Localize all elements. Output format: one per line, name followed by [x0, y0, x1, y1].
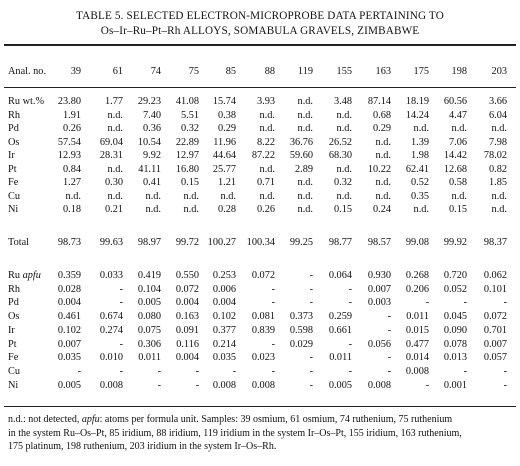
column-header: 88: [264, 66, 275, 77]
table-cell: 0.214: [212, 338, 236, 350]
table-cell: 0.550: [175, 270, 199, 281]
table-cell: 0.072: [483, 311, 507, 323]
table-caption-line-1: TABLE 5. SELECTED ELECTRON-MICROPROBE DATA PERTAINING TO: [76, 10, 444, 22]
table-cell: n.d.: [183, 190, 199, 202]
table-cell: 0.21: [104, 204, 123, 215]
table-cell: n.d.: [220, 190, 236, 202]
table-cell: n.d.: [259, 123, 275, 134]
footnote-nd-term: n.d.: [8, 414, 23, 425]
row-label: Rh: [8, 109, 21, 121]
table-cell: n.d.: [413, 123, 429, 134]
column-header: 119: [297, 66, 313, 77]
row-label: Rh: [8, 283, 21, 295]
table-cell: -: [348, 297, 352, 309]
table-cell: 0.206: [405, 283, 429, 295]
table-cell: 12.97: [175, 150, 199, 161]
table-cell: 4.47: [448, 109, 467, 121]
table-cell: 0.013: [443, 352, 467, 364]
column-header: 175: [413, 66, 429, 77]
row-label: Fe: [8, 352, 19, 364]
row-label: Ir: [8, 324, 15, 336]
table-cell: 25.77: [212, 163, 236, 175]
table-cell: -: [232, 365, 236, 377]
table-cell: n.d.: [145, 190, 161, 202]
table-cell: n.d.: [297, 190, 313, 202]
table-cell: -: [195, 379, 199, 391]
table-cell: 0.30: [104, 177, 123, 188]
table-cell: n.d.: [107, 190, 123, 202]
table-cell: 0.461: [57, 311, 81, 323]
row-label: Pd: [8, 123, 19, 134]
table-cell: n.d.: [336, 123, 352, 134]
table-cell: 0.007: [367, 283, 391, 295]
table-cell: 0.477: [405, 338, 429, 350]
table-cell: 0.072: [175, 283, 199, 295]
row-label: Cu: [8, 190, 21, 202]
table-cell: -: [463, 365, 467, 377]
table-cell: 0.38: [217, 109, 236, 121]
table-cell: -: [271, 283, 275, 295]
table-cell: 0.004: [57, 297, 81, 309]
table-cell: 0.075: [137, 324, 161, 336]
table-cell: n.d.: [107, 109, 123, 121]
table-cell: 0.661: [328, 324, 352, 336]
table-cell: n.d.: [107, 163, 123, 175]
table-cell: 0.072: [251, 270, 275, 281]
table-cell: 59.60: [289, 150, 313, 161]
table-cell: -: [348, 338, 352, 350]
table-cell: 0.090: [443, 324, 467, 336]
table-cell: 0.29: [372, 123, 391, 134]
table-cell: 41.08: [175, 96, 199, 107]
table-cell: 1.21: [217, 177, 236, 188]
table-cell: n.d.: [297, 204, 313, 215]
table-cell: n.d.: [259, 190, 275, 202]
table-cell: 0.008: [251, 379, 275, 391]
row-label: Pt: [8, 163, 17, 175]
table-cell: 0.007: [483, 338, 507, 350]
table-cell: 12.93: [57, 150, 81, 161]
table-cell: 0.005: [328, 379, 352, 391]
table-cell: -: [425, 379, 429, 391]
bottom-rule: [4, 406, 516, 407]
table-cell: 0.011: [329, 352, 352, 364]
table-cell: n.d.: [183, 204, 199, 215]
table-cell: -: [387, 352, 391, 364]
table-cell: -: [387, 324, 391, 336]
table-cell: 0.839: [251, 324, 275, 336]
table-cell: 9.92: [142, 150, 161, 161]
table-cell: -: [157, 379, 161, 391]
table-cell: 0.091: [175, 324, 199, 336]
table-cell: 0.32: [180, 123, 199, 134]
table-cell: n.d.: [145, 204, 161, 215]
total-cell: 99.92: [443, 237, 467, 248]
table-cell: 0.004: [175, 297, 199, 309]
table-cell: 62.41: [405, 163, 429, 175]
table-cell: -: [271, 297, 275, 309]
table-cell: n.d.: [259, 109, 275, 121]
table-cell: 0.014: [405, 352, 429, 364]
table-cell: 16.80: [175, 163, 199, 175]
table-cell: -: [77, 365, 81, 377]
total-cell: 99.08: [405, 237, 429, 248]
table-cell: n.d.: [451, 123, 467, 134]
column-header: 203: [491, 66, 507, 77]
table-cell: 0.102: [57, 324, 81, 336]
table-cell: 0.41: [142, 177, 161, 188]
total-cell: 98.37: [483, 237, 507, 248]
footnote-apfu-term: apfu: [81, 414, 100, 425]
table-cell: 0.253: [212, 270, 236, 281]
total-cell: 98.77: [328, 237, 352, 248]
table-cell: -: [503, 365, 507, 377]
row-label: Fe: [8, 177, 19, 188]
table-cell: 78.02: [483, 150, 507, 161]
table-cell: 0.057: [483, 352, 507, 364]
table-cell: 0.081: [251, 311, 275, 323]
total-cell: 98.73: [57, 237, 81, 248]
row-label: Ni: [8, 204, 19, 215]
table-cell: 0.116: [176, 338, 199, 350]
table-cell: 3.48: [333, 96, 352, 107]
table-cell: 0.15: [333, 204, 352, 215]
table-cell: 0.36: [142, 123, 161, 134]
table-cell: 60.56: [443, 96, 467, 107]
table-cell: 0.008: [405, 365, 429, 377]
table-cell: n.d.: [297, 177, 313, 188]
table-cell: 0.023: [251, 352, 275, 364]
table-cell: 0.598: [289, 324, 313, 336]
table-cell: 69.04: [99, 136, 123, 148]
row-label: Os: [8, 136, 20, 148]
table-cell: -: [387, 365, 391, 377]
table-cell: 22.89: [175, 136, 199, 148]
table-cell: n.d.: [259, 163, 275, 175]
table-cell: 0.015: [405, 324, 429, 336]
table-cell: -: [387, 311, 391, 323]
table-cell: 0.033: [99, 270, 123, 281]
table-cell: 26.52: [328, 136, 352, 148]
table-cell: 57.54: [57, 136, 81, 148]
row-label: Pd: [8, 297, 19, 309]
table-cell: 0.101: [483, 283, 507, 295]
footnote-line-1: [8, 413, 514, 427]
table-cell: 0.064: [328, 270, 352, 281]
table-cell: 23.80: [57, 96, 81, 107]
table-cell: 5.51: [180, 109, 199, 121]
footnote-line-2: in the system Ru–Os–Pt, 85 iridium, 88 iridium, 119 iridium in the system Ir–Os–Pt, 155 iridium, 163 ruthenium,: [8, 427, 462, 439]
total-cell: 100.27: [207, 237, 236, 248]
table-cell: n.d.: [413, 204, 429, 215]
table-cell: 1.98: [410, 150, 429, 161]
total-cell: 99.63: [99, 237, 123, 248]
table-cell: 0.003: [367, 297, 391, 309]
table-cell: n.d.: [375, 136, 391, 148]
table-cell: n.d.: [375, 177, 391, 188]
table-cell: -: [309, 270, 313, 281]
table-cell: 0.029: [289, 338, 313, 350]
table-cell: 0.29: [217, 123, 236, 134]
table-cell: 0.028: [57, 283, 81, 295]
table-cell: -: [309, 297, 313, 309]
total-label: Total: [8, 237, 30, 248]
table-cell: 0.008: [367, 379, 391, 391]
table-cell: n.d.: [336, 163, 352, 175]
table-cell: n.d.: [65, 190, 81, 202]
footnote-line-1-rest: : atoms per formula unit. Samples: 39 osmium, 61 osmium, 74 ruthenium, 75 ruthenium: [99, 414, 453, 425]
table-cell: n.d.: [491, 204, 507, 215]
top-rule: [4, 44, 516, 46]
table-cell: n.d.: [491, 190, 507, 202]
table-cell: 0.26: [62, 123, 81, 134]
table-cell: n.d.: [297, 96, 313, 107]
table-cell: 0.82: [488, 163, 507, 175]
apfu-italic-label: apfu: [22, 270, 41, 281]
table-cell: -: [119, 283, 123, 295]
table-cell: 0.674: [99, 311, 123, 323]
table-cell: n.d.: [491, 123, 507, 134]
table-cell: -: [309, 283, 313, 295]
table-cell: 0.259: [328, 311, 352, 323]
table-cell: 0.004: [175, 352, 199, 364]
table-cell: 0.163: [175, 311, 199, 323]
table-cell: 0.18: [62, 204, 81, 215]
total-cell: 100.34: [246, 237, 275, 248]
table-cell: 0.007: [57, 338, 81, 350]
table-cell: 3.93: [256, 96, 275, 107]
table-cell: 0.701: [483, 324, 507, 336]
table-cell: 0.056: [367, 338, 391, 350]
table-cell: 0.035: [57, 352, 81, 364]
table-cell: 0.28: [217, 204, 236, 215]
table-cell: 0.011: [138, 352, 161, 364]
table-cell: 29.23: [137, 96, 161, 107]
table-cell: 10.22: [367, 163, 391, 175]
table-cell: 0.080: [137, 311, 161, 323]
table-cell: 7.40: [142, 109, 161, 121]
column-header: 39: [70, 66, 81, 77]
table-cell: 0.052: [443, 283, 467, 295]
footnote-nd-definition: : not detected,: [23, 414, 82, 425]
table-cell: 0.062: [483, 270, 507, 281]
header-label: Anal. no.: [8, 66, 47, 77]
column-header: 163: [375, 66, 391, 77]
table-cell: 1.39: [410, 136, 429, 148]
table-cell: -: [309, 379, 313, 391]
table-cell: 0.006: [212, 283, 236, 295]
table-cell: 1.27: [62, 177, 81, 188]
table-cell: 0.373: [289, 311, 313, 323]
table-cell: 8.22: [256, 136, 275, 148]
table-cell: 87.22: [251, 150, 275, 161]
table-cell: 0.32: [333, 177, 352, 188]
table-cell: 0.71: [256, 177, 275, 188]
header-rule: [4, 87, 516, 88]
table-cell: -: [503, 297, 507, 309]
table-cell: n.d.: [336, 109, 352, 121]
table-cell: -: [348, 283, 352, 295]
table-cell: n.d.: [107, 123, 123, 134]
table-cell: 7.98: [488, 136, 507, 148]
table-cell: 0.35: [410, 190, 429, 202]
table-cell: 0.26: [256, 204, 275, 215]
column-header: 85: [225, 66, 236, 77]
table-cell: -: [119, 365, 123, 377]
table-cell: 0.008: [212, 379, 236, 391]
table-cell: 14.42: [443, 150, 467, 161]
row-label: Ni: [8, 379, 19, 391]
table-cell: -: [195, 365, 199, 377]
column-header: 61: [112, 66, 123, 77]
table-cell: n.d.: [375, 150, 391, 161]
table-cell: 0.306: [137, 338, 161, 350]
table-cell: 0.15: [180, 177, 199, 188]
table-cell: 87.14: [367, 96, 391, 107]
table-footnote: [8, 413, 514, 454]
table-cell: -: [425, 297, 429, 309]
table-cell: 7.06: [448, 136, 467, 148]
table-cell: 44.64: [212, 150, 236, 161]
table-cell: 1.91: [62, 109, 81, 121]
table-cell: 3.66: [488, 96, 507, 107]
table-cell: 0.15: [448, 204, 467, 215]
table-cell: -: [119, 297, 123, 309]
table-cell: 0.104: [137, 283, 161, 295]
table-cell: 0.001: [443, 379, 467, 391]
row-label: Ru wt.%: [8, 96, 45, 107]
table-cell: n.d.: [336, 190, 352, 202]
table-cell: 0.58: [448, 177, 467, 188]
table-cell: 0.045: [443, 311, 467, 323]
table-cell: 0.68: [372, 109, 391, 121]
table-cell: 0.84: [62, 163, 81, 175]
table-cell: 0.52: [410, 177, 429, 188]
table-cell: 0.359: [57, 270, 81, 281]
table-cell: 0.102: [212, 311, 236, 323]
column-header: 74: [150, 66, 161, 77]
table-cell: 12.68: [443, 163, 467, 175]
table-cell: 41.11: [138, 163, 161, 175]
table-cell: 0.010: [99, 352, 123, 364]
table-cell: 15.74: [212, 96, 236, 107]
table-cell: 0.419: [137, 270, 161, 281]
table-cell: n.d.: [297, 123, 313, 134]
apfu-prefix: Ru: [8, 270, 23, 281]
table-cell: -: [119, 338, 123, 350]
table-cell: 0.008: [99, 379, 123, 391]
table-cell: -: [309, 365, 313, 377]
total-cell: 98.57: [367, 237, 391, 248]
total-cell: 99.72: [175, 237, 199, 248]
table-cell: 0.078: [443, 338, 467, 350]
table-cell: n.d.: [451, 190, 467, 202]
table-cell: -: [463, 297, 467, 309]
table-cell: 0.930: [367, 270, 391, 281]
column-header: 198: [451, 66, 467, 77]
row-label: Cu: [8, 365, 21, 377]
table-caption-line-2: Os–Ir–Ru–Pt–Rh ALLOYS, SOMABULA GRAVELS, ZIMBABWE: [100, 25, 420, 37]
total-cell: 99.25: [289, 237, 313, 248]
table-cell: 0.005: [57, 379, 81, 391]
table-cell: 2.89: [294, 163, 313, 175]
table-cell: 10.54: [137, 136, 161, 148]
table-cell: 1.85: [488, 177, 507, 188]
column-header: 75: [188, 66, 199, 77]
table-cell: 11.96: [213, 136, 236, 148]
table-cell: n.d.: [297, 109, 313, 121]
total-cell: 98.97: [137, 237, 161, 248]
table-cell: -: [503, 379, 507, 391]
row-label: Os: [8, 311, 20, 323]
table-cell: -: [309, 352, 313, 364]
table-cell: 0.005: [137, 297, 161, 309]
table-cell: 0.268: [405, 270, 429, 281]
table-cell: 36.76: [289, 136, 313, 148]
table-cell: 0.035: [212, 352, 236, 364]
table-cell: 6.04: [488, 109, 507, 121]
table-cell: -: [271, 365, 275, 377]
footnote-line-3: 175 platinum, 198 ruthenium, 203 iridium in the system Ir–Os–Rh.: [8, 441, 277, 453]
table-cell: -: [271, 338, 275, 350]
table-cell: 0.377: [212, 324, 236, 336]
table-cell: 0.004: [212, 297, 236, 309]
row-label: Ir: [8, 150, 15, 161]
table-cell: 14.24: [405, 109, 429, 121]
table-cell: 0.011: [406, 311, 429, 323]
table-cell: 28.31: [99, 150, 123, 161]
table-cell: -: [348, 365, 352, 377]
apfu-row-label: [8, 270, 41, 282]
table-cell: 68.30: [328, 150, 352, 161]
table-cell: 0.720: [443, 270, 467, 281]
row-label: Pt: [8, 338, 17, 350]
table-cell: n.d.: [375, 190, 391, 202]
column-header: 155: [336, 66, 352, 77]
table-cell: -: [157, 365, 161, 377]
table-cell: 0.274: [99, 324, 123, 336]
table-cell: 1.77: [104, 96, 123, 107]
table-cell: 0.24: [372, 204, 391, 215]
table-cell: 18.19: [405, 96, 429, 107]
